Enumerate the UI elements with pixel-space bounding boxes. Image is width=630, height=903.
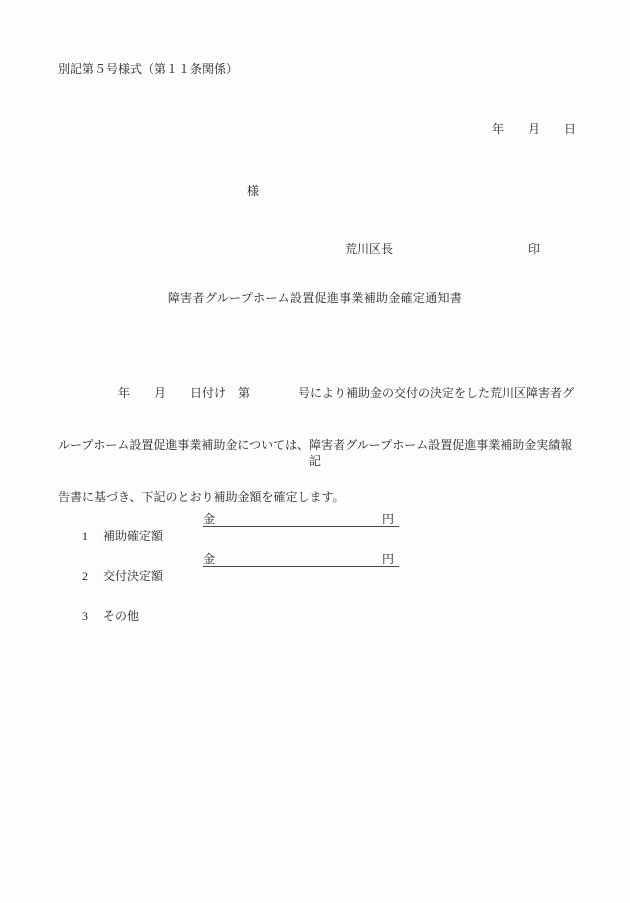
- item-label: その他: [103, 609, 140, 623]
- issuer-title: 荒川区長: [345, 242, 394, 256]
- body-line: 年 月 日付け 第 号により補助金の交付の決定をした荒川区障害者グ: [58, 386, 575, 400]
- item-number: 3: [82, 609, 88, 623]
- item-row-confirmed-amount: [70, 512, 570, 543]
- currency-suffix: 円: [381, 552, 394, 566]
- item-label: 交付決定額: [103, 569, 164, 583]
- record-marker: 記: [308, 454, 321, 468]
- document-title: 障害者グループホーム設置促進事業補助金確定通知書: [167, 291, 463, 305]
- item-number: 1: [82, 529, 88, 543]
- currency-prefix: 金: [203, 512, 216, 526]
- item-row-other: [70, 592, 570, 623]
- currency-prefix: 金: [203, 552, 216, 566]
- date-line: 年 月 日: [491, 122, 576, 136]
- body-line: ループホーム設置促進事業補助金については、障害者グループホーム設置促進事業補助金実績報: [58, 438, 573, 452]
- currency-suffix: 円: [381, 512, 394, 526]
- addressee-honorific: 様: [247, 184, 260, 198]
- item-number: 2: [82, 569, 88, 583]
- amount-field-underline: [203, 551, 399, 567]
- amount-field-underline: [203, 511, 399, 527]
- seal-placeholder: 印: [528, 242, 541, 256]
- item-label: 補助確定額: [103, 529, 164, 543]
- form-number: 別記第５号様式（第１１条関係）: [58, 62, 239, 76]
- item-row-granted-amount: [70, 552, 570, 583]
- body-line: 告書に基づき、下記のとおり補助金額を確定します。: [58, 490, 345, 504]
